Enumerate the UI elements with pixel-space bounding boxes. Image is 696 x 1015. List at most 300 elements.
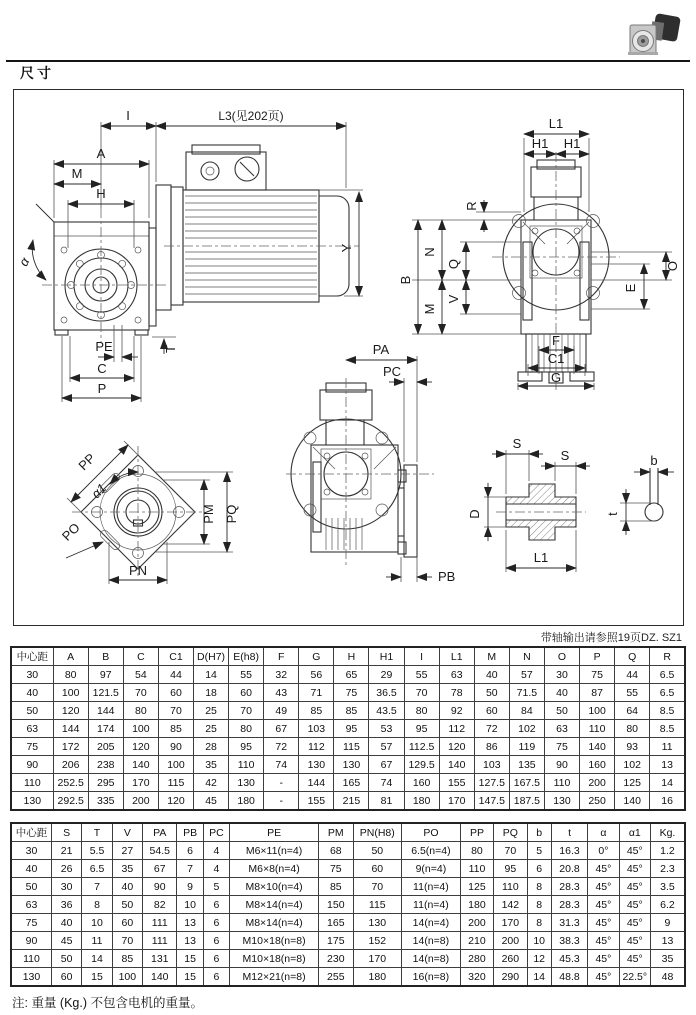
table-cell: 31.3: [551, 914, 587, 932]
column-header: 中心距: [11, 823, 51, 842]
table-cell: 175: [319, 932, 353, 950]
table-cell: 6: [203, 950, 229, 968]
table-cell: 6.2: [650, 896, 685, 914]
table-cell: 206: [53, 756, 88, 774]
dim-label-m2: M: [422, 303, 437, 315]
table-cell: 110: [580, 720, 615, 738]
table-cell: 11(n=4): [402, 896, 461, 914]
table-cell: 97: [88, 666, 123, 684]
column-header: V: [112, 823, 142, 842]
table-cell: 8: [527, 896, 551, 914]
table-row: [11, 774, 685, 792]
column-header: L1: [439, 647, 474, 666]
table-cell: 140: [439, 756, 474, 774]
table-cell: 4: [203, 860, 229, 878]
table-cell: 74: [264, 756, 299, 774]
table-cell: 57: [369, 738, 404, 756]
table-cell: 16: [650, 792, 685, 811]
table-cell: 60: [112, 914, 142, 932]
table-row: [11, 792, 685, 811]
table-cell: 6.5(n=4): [402, 842, 461, 860]
table-cell: -: [264, 792, 299, 811]
table-cell: 129.5: [404, 756, 439, 774]
table-cell: 250: [580, 792, 615, 811]
dimension-table-1: [10, 646, 686, 811]
dim-label-l3: L3(见202页): [218, 109, 284, 123]
table-cell: 103: [299, 720, 334, 738]
column-header: PC: [203, 823, 229, 842]
table-cell: 110: [11, 950, 51, 968]
table-cell: 85: [334, 702, 369, 720]
table-cell: 42: [194, 774, 229, 792]
table-cell: 110: [229, 756, 264, 774]
table-cell: 43: [264, 684, 299, 702]
table-cell: 32: [264, 666, 299, 684]
dim-label-alpha1: α1: [88, 480, 110, 502]
table-cell: 13: [650, 756, 685, 774]
table-row: [11, 756, 685, 774]
dim-label-r: R: [464, 201, 479, 211]
table-cell: 6.5: [650, 684, 685, 702]
table-row: [11, 896, 685, 914]
table-cell: 6.5: [650, 666, 685, 684]
table-cell: 187.5: [509, 792, 544, 811]
table-cell: 125: [615, 774, 650, 792]
table-cell: 150: [319, 896, 353, 914]
drawing-panel: [13, 89, 684, 626]
footer-note: 注: 重量 (Kg.) 不包含电机的重量。: [12, 996, 203, 1010]
table-cell: 172: [53, 738, 88, 756]
table-cell: 130: [334, 756, 369, 774]
table-cell: 63: [439, 666, 474, 684]
column-header: Q: [615, 647, 650, 666]
table-row: [11, 950, 685, 968]
table-cell: 130: [11, 792, 53, 811]
table-cell: 64: [615, 702, 650, 720]
table-cell: 140: [123, 756, 158, 774]
table-cell: 40: [544, 684, 579, 702]
table-row: [11, 720, 685, 738]
column-header: A: [53, 647, 88, 666]
table-cell: 25: [194, 702, 229, 720]
table-cell: 5: [203, 878, 229, 896]
table-cell: 67: [369, 756, 404, 774]
table-row: [11, 932, 685, 950]
table-cell: 35: [194, 756, 229, 774]
dim-label-t: T: [163, 345, 178, 353]
table-row: [11, 860, 685, 878]
table-cell: 165: [334, 774, 369, 792]
table-cell: 74: [369, 774, 404, 792]
view-rear: [286, 342, 455, 584]
table-cell: 40: [51, 914, 81, 932]
page-title: 尺寸: [20, 65, 54, 81]
dim-label-p: P: [97, 381, 107, 396]
column-header: C1: [158, 647, 193, 666]
column-header: G: [299, 647, 334, 666]
table-cell: 260: [494, 950, 527, 968]
table-cell: 82: [143, 896, 177, 914]
table-cell: 16.3: [551, 842, 587, 860]
table-cell: 45°: [588, 896, 619, 914]
table-cell: 238: [88, 756, 123, 774]
table-cell: 49: [264, 702, 299, 720]
dim-label-m: M: [71, 166, 83, 181]
table-cell: 110: [494, 878, 527, 896]
table-cell: 144: [53, 720, 88, 738]
table-cell: 50: [112, 896, 142, 914]
column-header: PA: [143, 823, 177, 842]
table-cell: 6.5: [82, 860, 112, 878]
table-cell: 13: [177, 914, 203, 932]
table-cell: 45°: [588, 950, 619, 968]
table-cell: 25: [194, 720, 229, 738]
table-cell: 140: [615, 792, 650, 811]
table-cell: 14(n=8): [402, 950, 461, 968]
table-cell: M8×14(n=4): [230, 914, 319, 932]
table-cell: 170: [494, 914, 527, 932]
table-cell: 90: [11, 756, 53, 774]
dim-label-h: H: [96, 186, 106, 201]
dim-label-v: V: [446, 294, 461, 304]
dim-label-l1: L1: [548, 116, 564, 131]
table-cell: 0°: [588, 842, 619, 860]
table-cell: 6: [203, 914, 229, 932]
table-cell: M10×18(n=8): [230, 950, 319, 968]
table-header-row: [11, 647, 685, 666]
table-cell: 100: [580, 702, 615, 720]
table-cell: 180: [460, 896, 493, 914]
table-cell: 30: [544, 666, 579, 684]
table-cell: 50: [51, 950, 81, 968]
table-cell: 9(n=4): [402, 860, 461, 878]
column-header: T: [82, 823, 112, 842]
technical-drawing: [14, 90, 682, 624]
table-row: [11, 968, 685, 987]
column-header: N: [509, 647, 544, 666]
table-cell: 87: [580, 684, 615, 702]
table-cell: M12×21(n=8): [230, 968, 319, 987]
table-cell: 130: [11, 968, 51, 987]
table-cell: 92: [439, 702, 474, 720]
table-cell: 95: [404, 720, 439, 738]
table-cell: 38.3: [551, 932, 587, 950]
table-cell: 30: [11, 842, 51, 860]
dim-label-pa: PA: [372, 342, 390, 357]
table-cell: 210: [460, 932, 493, 950]
table-cell: 60: [51, 968, 81, 987]
table-cell: 86: [474, 738, 509, 756]
table-cell: 30: [11, 666, 53, 684]
table-cell: 27: [112, 842, 142, 860]
column-header: 中心距: [11, 647, 53, 666]
table-cell: 72: [474, 720, 509, 738]
table-cell: 45°: [588, 968, 619, 987]
table-cell: 45°: [619, 914, 650, 932]
table-cell: 4: [203, 842, 229, 860]
table-cell: M10×18(n=8): [230, 932, 319, 950]
table-cell: 40: [474, 666, 509, 684]
column-header: D(H7): [194, 647, 229, 666]
table-cell: 9: [650, 914, 685, 932]
dim-label-s-left: S: [512, 436, 522, 451]
table-cell: 30: [51, 878, 81, 896]
column-header: PO: [402, 823, 461, 842]
dim-label-e: E: [623, 283, 638, 293]
table-cell: 72: [264, 738, 299, 756]
table-cell: 16(n=8): [402, 968, 461, 987]
table-cell: 112: [439, 720, 474, 738]
table-cell: 60: [229, 684, 264, 702]
table-cell: 56: [299, 666, 334, 684]
table-header-row: [11, 823, 685, 842]
table-cell: 205: [88, 738, 123, 756]
table-cell: 84: [509, 702, 544, 720]
dim-label-pn: PN: [128, 563, 148, 578]
table-cell: 36: [51, 896, 81, 914]
table-cell: 292.5: [53, 792, 88, 811]
table-row: [11, 666, 685, 684]
table-cell: 45.3: [551, 950, 587, 968]
table-cell: 20.8: [551, 860, 587, 878]
table-cell: 43.5: [369, 702, 404, 720]
table-cell: 200: [580, 774, 615, 792]
table-cell: 152: [353, 932, 402, 950]
table-cell: 50: [11, 878, 51, 896]
table-cell: 95: [494, 860, 527, 878]
table-cell: 100: [158, 756, 193, 774]
table-cell: 29: [369, 666, 404, 684]
view-front: [398, 116, 680, 390]
table-cell: 50: [11, 702, 53, 720]
dim-label-pq: PQ: [224, 504, 239, 524]
table-cell: 44: [615, 666, 650, 684]
dim-label-l1b: L1: [533, 550, 549, 565]
table-cell: 131: [143, 950, 177, 968]
table-cell: 7: [177, 860, 203, 878]
table-cell: 45°: [619, 950, 650, 968]
table-cell: 115: [353, 896, 402, 914]
column-header: PQ: [494, 823, 527, 842]
table-cell: 57: [509, 666, 544, 684]
dim-label-n: N: [422, 247, 437, 257]
table-cell: 45°: [588, 878, 619, 896]
dim-label-key-t: t: [605, 512, 620, 516]
table-cell: 280: [460, 950, 493, 968]
table-cell: 55: [229, 666, 264, 684]
table-cell: 55: [615, 684, 650, 702]
table-cell: 6: [203, 932, 229, 950]
table-cell: 60: [353, 860, 402, 878]
table-cell: 63: [11, 720, 53, 738]
column-header: Kg.: [650, 823, 685, 842]
table-cell: 8.5: [650, 702, 685, 720]
table-cell: 85: [112, 950, 142, 968]
view-side: [16, 108, 363, 402]
table-cell: 200: [123, 792, 158, 811]
table-cell: 90: [544, 756, 579, 774]
table-cell: 120: [158, 792, 193, 811]
table-cell: 11(n=4): [402, 878, 461, 896]
table-cell: 130: [229, 774, 264, 792]
table-cell: 70: [494, 842, 527, 860]
table-cell: 45°: [619, 842, 650, 860]
table-cell: 54.5: [143, 842, 177, 860]
table-cell: 85: [319, 878, 353, 896]
table-cell: 75: [11, 738, 53, 756]
table-cell: 75: [319, 860, 353, 878]
dim-label-alpha: α: [15, 254, 33, 269]
table-cell: 167.5: [509, 774, 544, 792]
dim-label-po: PO: [58, 519, 83, 544]
table-cell: 45°: [619, 878, 650, 896]
table-cell: 35: [650, 950, 685, 968]
table-cell: 112: [299, 738, 334, 756]
table-cell: 68: [319, 842, 353, 860]
column-header: O: [544, 647, 579, 666]
table-cell: 80: [123, 702, 158, 720]
table-cell: 15: [82, 968, 112, 987]
dimension-table-2: [10, 822, 686, 987]
table-cell: 71.5: [509, 684, 544, 702]
table-cell: 48: [650, 968, 685, 987]
table-cell: 14: [527, 968, 551, 987]
table-cell: 21: [51, 842, 81, 860]
table-cell: 130: [544, 792, 579, 811]
table-cell: 135: [509, 756, 544, 774]
column-header: H: [334, 647, 369, 666]
table-cell: 63: [544, 720, 579, 738]
table-cell: 90: [143, 878, 177, 896]
table-cell: 127.5: [474, 774, 509, 792]
table-cell: 50: [353, 842, 402, 860]
table-cell: 180: [229, 792, 264, 811]
table-cell: 80: [229, 720, 264, 738]
table-cell: 28: [194, 738, 229, 756]
column-header: I: [404, 647, 439, 666]
table-cell: 40: [11, 860, 51, 878]
table-cell: 44: [158, 666, 193, 684]
table-cell: 147.5: [474, 792, 509, 811]
table-row: [11, 702, 685, 720]
table-cell: 75: [580, 666, 615, 684]
table-cell: 290: [494, 968, 527, 987]
table-cell: 63: [11, 896, 51, 914]
table-cell: 111: [143, 932, 177, 950]
top-rule: [6, 60, 690, 62]
table-cell: 320: [460, 968, 493, 987]
table-cell: 103: [474, 756, 509, 774]
table-cell: 102: [509, 720, 544, 738]
table-cell: 6: [527, 860, 551, 878]
table-cell: 170: [353, 950, 402, 968]
ref-note: 带轴输出请参照19页DZ. SZ1: [540, 632, 682, 644]
table-cell: 2.3: [650, 860, 685, 878]
dim-label-d: D: [467, 509, 482, 519]
table-cell: 155: [299, 792, 334, 811]
table-cell: 60: [474, 702, 509, 720]
table-cell: 252.5: [53, 774, 88, 792]
table-cell: 70: [353, 878, 402, 896]
table-cell: 10: [82, 914, 112, 932]
table-cell: 90: [11, 932, 51, 950]
column-header: F: [264, 647, 299, 666]
table-cell: 10: [527, 932, 551, 950]
table-cell: 10: [177, 896, 203, 914]
table-cell: 5: [527, 842, 551, 860]
column-header: PE: [230, 823, 319, 842]
table-cell: 215: [334, 792, 369, 811]
table-cell: 95: [334, 720, 369, 738]
table-row: [11, 842, 685, 860]
table-cell: 200: [494, 932, 527, 950]
column-header: PN(H8): [353, 823, 402, 842]
table-cell: 130: [299, 756, 334, 774]
table-cell: 120: [53, 702, 88, 720]
table-cell: 335: [88, 792, 123, 811]
dim-label-pe: PE: [95, 339, 113, 354]
table-cell: 70: [158, 702, 193, 720]
table-cell: 9: [177, 878, 203, 896]
table-cell: 50: [474, 684, 509, 702]
table-cell: 115: [158, 774, 193, 792]
table-cell: 45: [51, 932, 81, 950]
table-cell: 40: [11, 684, 53, 702]
table-cell: 71: [299, 684, 334, 702]
dim-label-h1-right: H1: [563, 136, 581, 151]
table-cell: 18: [194, 684, 229, 702]
dim-label-q: Q: [446, 258, 461, 270]
table-cell: 14: [82, 950, 112, 968]
table-cell: 45°: [588, 860, 619, 878]
table-cell: 180: [404, 792, 439, 811]
table-cell: 28.3: [551, 896, 587, 914]
column-header: S: [51, 823, 81, 842]
table-cell: 26: [51, 860, 81, 878]
table-cell: 53: [369, 720, 404, 738]
column-header: C: [123, 647, 158, 666]
table-cell: 102: [615, 756, 650, 774]
dim-label-b: B: [398, 275, 413, 285]
table-cell: 115: [334, 738, 369, 756]
table-cell: 36.5: [369, 684, 404, 702]
table-cell: 75: [11, 914, 51, 932]
table-cell: 48.8: [551, 968, 587, 987]
table-cell: 67: [264, 720, 299, 738]
table-cell: 7: [82, 878, 112, 896]
table-cell: M6×8(n=4): [230, 860, 319, 878]
table-cell: 75: [544, 738, 579, 756]
table-cell: 125: [460, 878, 493, 896]
table-cell: M6×11(n=4): [230, 842, 319, 860]
table-cell: 14: [194, 666, 229, 684]
table-cell: 45: [194, 792, 229, 811]
table-cell: 111: [143, 914, 177, 932]
table-cell: 14(n=8): [402, 932, 461, 950]
table-cell: 100: [112, 968, 142, 987]
dim-label-a: A: [96, 146, 106, 161]
dim-label-i: I: [126, 108, 130, 123]
table-cell: 80: [460, 842, 493, 860]
dim-label-pb: PB: [438, 569, 456, 584]
table-cell: 119: [509, 738, 544, 756]
table-cell: 11: [82, 932, 112, 950]
table-cell: 160: [404, 774, 439, 792]
dim-label-h1-left: H1: [531, 136, 549, 151]
table-cell: 140: [580, 738, 615, 756]
gearmotor-photo-icon: [618, 10, 686, 60]
table-cell: 5.5: [82, 842, 112, 860]
